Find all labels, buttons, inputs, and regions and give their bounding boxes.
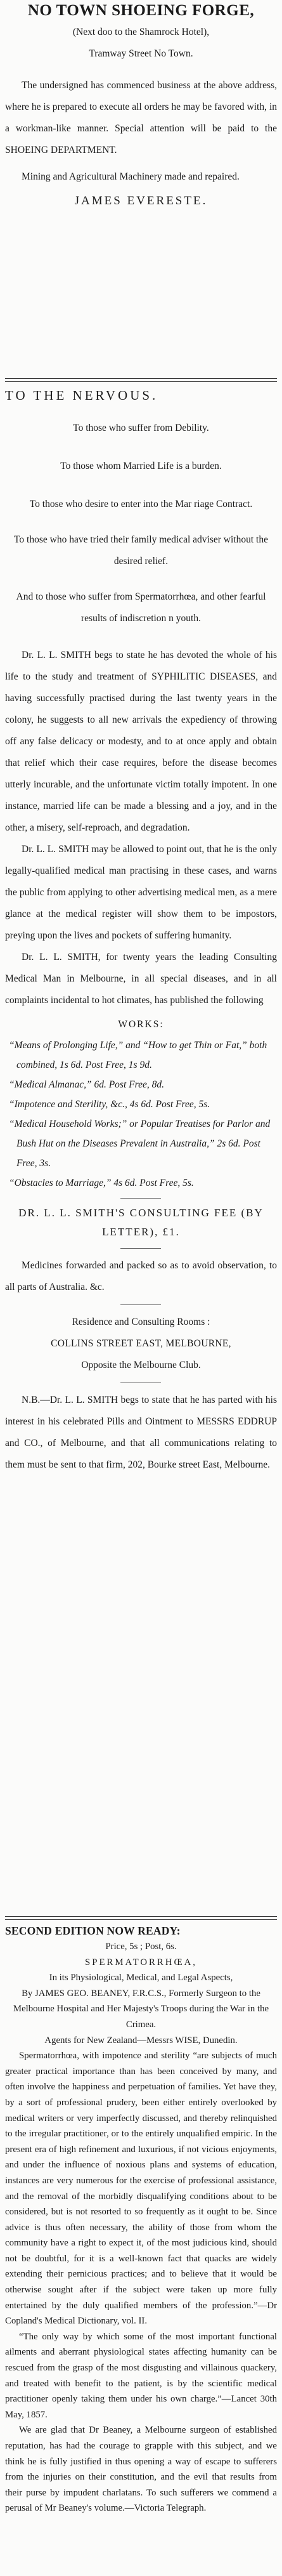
nervous-line-1: To those who suffer from Debility. bbox=[73, 423, 209, 433]
works-title: WORKS: bbox=[118, 1019, 164, 1030]
shoeing-forge-ad bbox=[0, 0, 282, 211]
short-rule bbox=[120, 1248, 161, 1249]
edition-author: By JAMES GEO. BEANEY, F.R.C.S., Formerly Surgeon to the Melbourne Hospital and Her Majesty's Troops during the War in the Crimea. bbox=[13, 1988, 269, 2030]
forge-location: (Next doo to the Shamrock Hotel), bbox=[72, 27, 210, 37]
ad-divider bbox=[5, 1916, 277, 1920]
work-item-5: “Obstacles to Marriage,” 4s 6d. Post Free, 5s. bbox=[9, 1178, 194, 1188]
edition-price: Price, 5s ; Post, 6s. bbox=[105, 1942, 177, 1952]
nervous-line-2: To those whom Married Life is a burden. bbox=[60, 461, 222, 471]
nervous-title: TO THE NERVOUS. bbox=[5, 388, 158, 403]
consulting-fee: DR. L. L. SMITH'S CONSULTING FEE (BY LETTER), £1. bbox=[18, 1207, 264, 1238]
nervous-line-4: To those who have tried their family medical adviser without the desired relief. bbox=[14, 534, 268, 567]
edition-body: Spermatorrhœa, with impotence and sterility “are subjects of much greater practical importance than has been conceived by many, and often involve the happiness and perpetuation of families. Yet have they, by a sort of professional prudery, been either entirely overlooked by medical writers or very imperfectly discussed, and thereby relinquished to the irregular practitioner, or to the entirely unqualified empiric. In the present era of high refinement and luxurious, if not vicious enjoyments, and under the influence of noxious plans and systems of education, instances are very numerous for the exercise of professional assistance, and the removal of the morbidly disqualifying conditions about to be considered, but is not resorted to so frequently as it ought to be. Since advice is thus often necessary, the ability of those from whom the community have a right to expect it, of the most judicious kind, should not be doubtful, for it is a well-known fact that quacks are widely extending their pernicious practices; and to believe that it would be otherwise sought after if the subject were taken up more fully entertained by the duly qualified members of the profession.”—Dr Copland's Medical Dictionary, vol. II. bbox=[5, 2051, 277, 2327]
forge-body: The undersigned has commenced business at the above address, where he is prepared to execute all orders he may be favored with, in a workman-like manner. Special attention will be paid to the SHOEING DEPARTMENT. bbox=[5, 80, 277, 155]
short-rule bbox=[120, 1304, 161, 1305]
nervous-ad bbox=[0, 386, 282, 1476]
edition-agents: Agents for New Zealand—Messrs WISE, Dunedin. bbox=[44, 2035, 238, 2046]
nb-notice: N.B.—Dr. L. L. SMITH begs to state that he has parted with his interest in his celebrated Pills and Ointment to MESSRS EDDRUP and CO., of Melbourne, and that all communications relating to them must be sent to that firm, 202, Bourke street East, Melbourne. bbox=[5, 1395, 277, 1470]
book-ad bbox=[0, 1922, 282, 2516]
edition-quote: “The only way by which some of the most important functional ailments and aberrant physiological states affecting humanity can be rescued from the grasp of the most disgusting and villainous quackery, and treated with benefit to the patient, is by the scientific medical practitioner openly taking them under his own charge.”—Lancet 30th May, 1857. bbox=[5, 2331, 277, 2420]
work-item-1: “Means of Prolonging Life,” and “How to get Thin or Fat,” both combined, 1s 6d. Post Free, 1s 9d. bbox=[9, 1040, 267, 1070]
forge-title: NO TOWN SHOEING FORGE, bbox=[27, 2, 255, 19]
forge-mining: Mining and Agricultural Machinery made and repaired. bbox=[22, 171, 240, 182]
nervous-line-5: And to those who suffer from Spermatorrhœa, and other fearful results of indiscretion n youth. bbox=[16, 591, 266, 624]
rooms-opposite: Opposite the Melbourne Club. bbox=[81, 1360, 201, 1370]
work-item-4: “Medical Household Works;” or Popular Treatises for Parlor and Bush Hut on the Diseases Prevalent in Australia,” 2s 6d. Post Free, 3s. bbox=[9, 1119, 271, 1169]
forge-street: Tramway Street No Town. bbox=[89, 48, 193, 59]
smith-paragraph-1: Dr. L. L. SMITH begs to state he has devoted the whole of his life to the study and treatment of SYPHILITIC DISEASES, and having successfully practised during the last twenty years in the colony, he suggests to all new arrivals the expediency of throwing off any false delicacy or modesty, and to at once apply and obtain that relief which their case requires, before the disease becomes utterly incurable, and the unfortunate victim totally impotent. In one instance, married life can be made a blessing and a joy, and in the other, a misery, self-reproach, and degradation. bbox=[5, 650, 277, 833]
ad-divider bbox=[5, 378, 277, 382]
rooms-label: Residence and Consulting Rooms : bbox=[72, 1317, 210, 1327]
nervous-line-3: To those who desire to enter into the Mar riage Contract. bbox=[29, 499, 253, 509]
short-rule bbox=[120, 1198, 161, 1199]
work-item-3: “Impotence and Sterility, &c., 4s 6d. Post Free, 5s. bbox=[9, 1099, 210, 1110]
edition-aspects: In its Physiological, Medical, and Legal Aspects, bbox=[49, 1973, 233, 1983]
edition-closing: We are glad that Dr Beaney, a Melbourne surgeon of established reputation, has had the courage to grapple with this subject, and we think he is fully justified in thus opening a way of escape to sufferers from the injuries on their constitution, and the evil that results from their purse by impudent charlatans. To such sufferers we commend a perusal of Mr Beaney's volume.—Victoria Telegraph. bbox=[5, 2425, 277, 2514]
medicines-note: Medicines forwarded and packed so as to avoid observation, to all parts of Australia. &c. bbox=[5, 1260, 277, 1292]
edition-title: SECOND EDITION NOW READY: bbox=[5, 1924, 181, 1937]
work-item-2: “Medical Almanac,” 6d. Post Free, 8d. bbox=[9, 1079, 164, 1090]
smith-paragraph-3: Dr. L. L. SMITH, for twenty years the leading Consulting Medical Man in Melbourne, in all special diseases, and in all complaints incidental to hot climates, has published the following bbox=[5, 952, 277, 1006]
rooms-address: COLLINS STREET EAST, MELBOURNE, bbox=[51, 1338, 231, 1349]
smith-paragraph-2: Dr. L. L. SMITH may be allowed to point out, that he is the only legally-qualified medical man practising in these cases, and warns the public from applying to other advertising medical men, as a mere glance at the medical register will show them to be impostors, preying upon the lives and pockets of suffering humanity. bbox=[5, 844, 277, 941]
edition-subject: SPERMATORRHŒA, bbox=[85, 1957, 197, 1968]
forge-signature: JAMES EVERESTE. bbox=[74, 194, 208, 207]
